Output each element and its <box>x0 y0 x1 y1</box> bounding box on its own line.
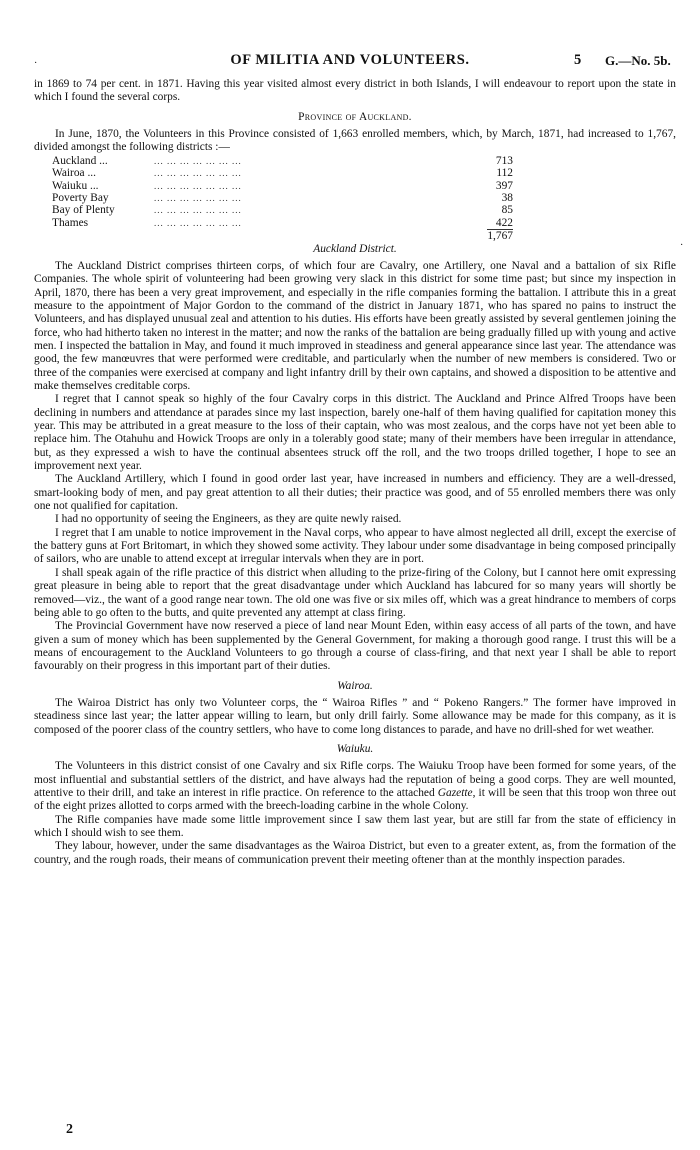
auckland-paragraph-7: The Provincial Government have now reserved a piece of land near Mount Eden, within easy access of all parts of the town, and have given a sum of money which has been supplemented by the General Government, for making a thorough good range. I trust this will be a means of encouragement to the Auckland Volunteers to go through a course of class-firing, and that next year I shall be able to report favourably on their progress in this important part of their duties. <box>34 620 676 673</box>
district-count: 713 <box>495 154 513 167</box>
province-paragraph: In June, 1870, the Volunteers in this Province consisted of 1,663 enrolled members, which, by March, 1871, had increased to 1,767, divided amongst the following districts :— <box>34 128 676 154</box>
district-count: 397 <box>495 179 513 192</box>
auckland-paragraph-3: The Auckland Artillery, which I found in good order last year, have increased in numbers and efficiency. They are a well-dressed, smart-looking body of men, and pay great attention to all their duties; their practice was good, and of 55 enrolled members there was only one not qualified for capitation. <box>34 473 676 513</box>
district-count: 112 <box>496 167 513 180</box>
gazette-reference: Gazette <box>437 786 473 799</box>
district-total-value: 1,767 <box>487 230 513 243</box>
auckland-paragraph-6: I shall speak again of the rifle practice of this district when alluding to the prize-firing of the Colony, but I cannot here omit expressing great pleasure in being able to report that the great disadvantage under which Auckland has labcured for so many years will shortly be removed—viz., the want of a good range near town. The old one was five or six miles off, which was a great hindrance to members of corps being able to go often to the butts, and quite prevented any attempt at class firing. <box>34 566 676 619</box>
auckland-paragraph-4: I had no opportunity of seeing the Engineers, as they are quite newly raised. <box>55 513 402 526</box>
waiuku-paragraph-2: The Rifle companies have made some little improvement since I saw them last year, but are still far from the state of efficiency in which I should wish to see them. <box>34 813 676 839</box>
running-title: OF MILITIA AND VOLUNTEERS. <box>230 52 470 68</box>
district-row <box>52 217 513 229</box>
district-row <box>52 167 513 179</box>
leader-dots: ... ... ... ... ... ... ... <box>154 217 242 228</box>
waiuku-p1-text-a: The Volunteers in this district consist of one Cavalry and six Rifle corps. The Waiuku Troop have been formed for some years, of the most influential and substantial settlers of the district, and have always had the reputation of being a good corps. They are well mounted, attentive to their drill, and take an interest in rifle practice. On reference to the attached <box>34 760 676 799</box>
district-name: Thames <box>52 216 89 229</box>
district-total <box>487 229 513 242</box>
page-number: 5 <box>574 52 582 68</box>
auckland-paragraph-1: The Auckland District comprises thirteen corps, of which four are Cavalry, one Artillery, one Naval and a battalion of six Rifle Companies. The whole spirit of volunteering had been growing very slack in this district for some time past; but since my inspection in April, 1870, there has been a very great improvement, and especially in the rifle companies forming the battalion. I attribute this in a great measure to the appointment of Major Gordon to the command of the district in January 1871, who has spared no pains to instruct the Volunteers, and has displayed unusual zeal and attention to his duties. His efforts have been greatly assisted by several gentlemen joining the force, who had hitherto taken no interest in the matter; and now the ranks of the battalion are being gradually filled up with young and active men. I inspected the battalion in May, and found it much improved in steadiness and general appearance since last year. The attendance was good, the few manœuvres that were performed were creditable, and particularly when the number of new members is considered. Two or three of the companies were exercised at company and light infantry drill by their own captains, and showed a disposition to be attentive and make themselves creditable corps. <box>34 259 676 392</box>
district-row <box>52 192 513 204</box>
header-mark: · <box>34 58 38 69</box>
district-count: 38 <box>501 191 513 204</box>
intro-paragraph: in 1869 to 74 per cent. in 1871. Having this year visited almost every district in both Islands, I will endeavour to report upon the state in which I found the several corps. <box>34 78 676 104</box>
waiuku-p1-text-b: , it will be seen that this troop won three out of the eight prizes allotted to corps armed with the breech-loading carbine in the whole Colony. <box>34 786 676 813</box>
district-count: 422 <box>495 216 513 229</box>
running-header <box>0 52 700 72</box>
wairoa-heading: Wairoa. <box>337 679 373 692</box>
signature-mark: 2 <box>66 1122 73 1137</box>
leader-dots: ... ... ... ... ... ... ... <box>154 192 242 203</box>
district-name: Wairoa ... <box>52 167 96 180</box>
district-row <box>52 155 513 167</box>
district-table <box>52 155 513 243</box>
margin-mark: · <box>680 240 684 251</box>
leader-dots: ... ... ... ... ... ... ... <box>154 180 242 191</box>
province-heading: Province of Auckland. <box>298 110 412 123</box>
leader-dots: ... ... ... ... ... ... ... <box>154 205 242 216</box>
leader-dots: ... ... ... ... ... ... ... <box>154 168 242 179</box>
district-name: Auckland ... <box>52 154 108 167</box>
leader-dots: ... ... ... ... ... ... ... <box>154 155 242 166</box>
district-name: Waiuku ... <box>52 179 99 192</box>
district-name: Bay of Plenty <box>52 204 115 217</box>
waiuku-paragraph-1 <box>34 760 676 813</box>
auckland-heading: Auckland District. <box>313 242 397 255</box>
district-count: 85 <box>501 204 513 217</box>
body-text <box>34 78 676 867</box>
document-reference: G.—No. 5b. <box>605 53 671 68</box>
district-name: Poverty Bay <box>52 191 109 204</box>
district-row <box>52 180 513 192</box>
district-total-row <box>52 229 513 242</box>
district-row <box>52 204 513 216</box>
auckland-paragraph-5: I regret that I am unable to notice improvement in the Naval corps, who appear to have almost neglected all drill, except the exercise of the battery guns at Fort Britomart, in which they showed some activity. They labour under some disadvantage in being composed principally of sailors, who are unable to attend except at irregular intervals when they are in port. <box>34 526 676 566</box>
wairoa-paragraph-1: The Wairoa District has only two Volunteer corps, the “ Wairoa Rifles ” and “ Pokeno Rangers.” The former have improved in steadiness since last year; the latter appear willing to learn, but only drill fairly. Some allowance may be made for this company, as it is composed of the poorer class of the country settlers, who have to come long distances to parade, and have no drill-shed for wet weather. <box>34 696 676 736</box>
waiuku-heading: Waiuku. <box>336 742 374 755</box>
waiuku-paragraph-3: They labour, however, under the same disadvantages as the Wairoa District, but even to a greater extent, as, from the formation of the country, and the rough roads, their means of communication prevent their meeting oftener than at the monthly inspection parades. <box>34 840 676 866</box>
auckland-paragraph-2: I regret that I cannot speak so highly of the four Cavalry corps in this district. The Auckland and Prince Alfred Troops have been declining in numbers and attendance at parades since my last inspection, barely one-half of them having qualified for capitation money this year. This may be attributed in a great measure to the loss of their captain, who was most zealous, and the corps have not yet been able to replace him. The Otahuhu and Howick Troops are only in a tolerably good state; many of their members have been irregular in attendance, but, as they expressed a wish to have the continual absentees struck off the roll, and the two troops drilled together, I hope to see an improvement next year. <box>34 393 676 473</box>
